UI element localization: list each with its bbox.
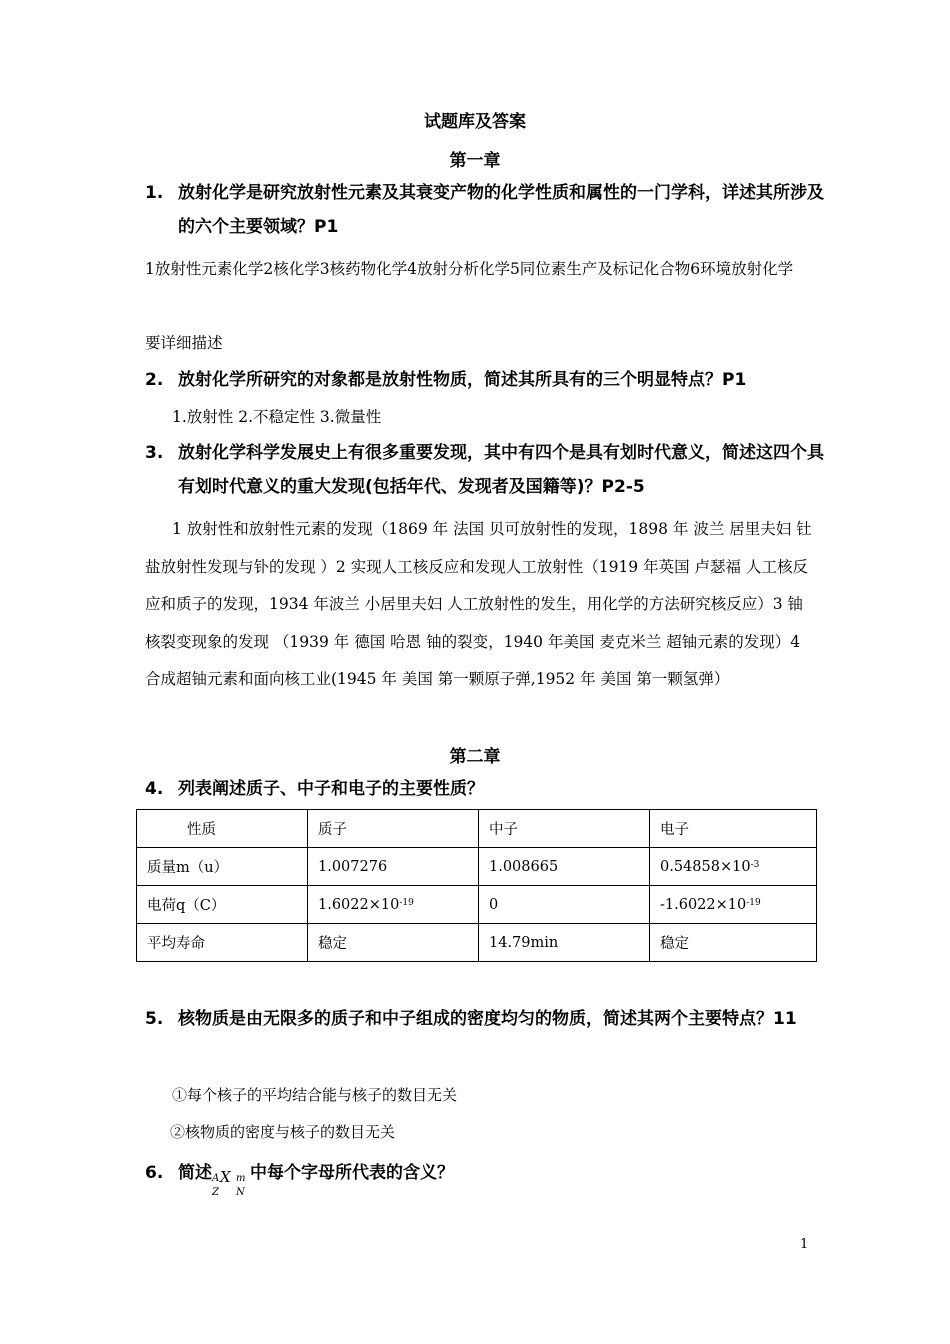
question-text: 放射化学所研究的对象都是放射性物质，简述其所具有的三个明显特点？P1 — [178, 370, 747, 390]
question-text: 放射化学是研究放射性元素及其衰变产物的化学性质和属性的一门学科，详述其所涉及的六个主要领域？P1 — [178, 183, 824, 237]
question-2 — [145, 363, 825, 397]
question-5 — [145, 1002, 825, 1036]
table-cell — [650, 886, 817, 924]
table-header-cell: 电子 — [650, 810, 817, 848]
table-header-cell: 性质 — [137, 810, 308, 848]
table-row — [137, 924, 817, 962]
question-6 — [145, 1156, 825, 1198]
table-row — [137, 848, 817, 886]
question-text: 放射化学科学发展史上有很多重要发现，其中有四个是具有划时代意义，简述这四个具有划时代意义的重大发现(包括年代、发现者及国籍等)？P2-5 — [178, 443, 824, 497]
table-cell: 14.79min — [479, 924, 650, 962]
value-base: -1.6022×10 — [660, 896, 747, 913]
atomic-number-symbol: Z — [212, 1187, 219, 1198]
table-cell: 0 — [479, 886, 650, 924]
question-1 — [145, 176, 825, 244]
question-text: 列表阐述质子、中子和电子的主要性质？ — [178, 779, 484, 799]
answer-1-note: 要详细描述 — [145, 334, 223, 352]
question-4 — [145, 772, 825, 806]
question-prefix: 简述 — [178, 1163, 212, 1183]
chapter-heading-1: 第一章 — [449, 151, 501, 171]
question-text — [178, 1156, 825, 1198]
table-cell — [308, 886, 479, 924]
chapter-heading-2: 第二章 — [449, 747, 501, 767]
table-header-cell: 中子 — [479, 810, 650, 848]
table-cell: 稳定 — [308, 924, 479, 962]
value-exponent: -3 — [750, 859, 760, 870]
answer-2: 1.放射性 2.不稳定性 3.微量性 — [172, 408, 382, 426]
table-cell: 1.008665 — [479, 848, 650, 886]
question-number: 2. — [145, 370, 164, 390]
particle-properties-table — [136, 809, 817, 962]
answer-5-point-1: ①每个核子的平均结合能与核子的数目无关 — [172, 1086, 458, 1104]
question-number: 6. — [145, 1163, 164, 1183]
table-cell: 电荷q（C） — [137, 886, 308, 924]
answer-1: 1放射性元素化学2核化学3核药物化学4放射分析化学5同位素生产及标记化合物6环境放射化学 — [145, 260, 794, 278]
isomer-symbol: m — [236, 1173, 246, 1184]
question-number: 4. — [145, 779, 164, 799]
question-number: 5. — [145, 1009, 164, 1029]
table-cell: 质量m（u） — [137, 848, 308, 886]
table-header-cell: 质子 — [308, 810, 479, 848]
answer-5-point-2: ②核物质的密度与核子的数目无关 — [170, 1123, 396, 1141]
question-number: 1. — [145, 183, 164, 203]
mass-number-symbol: A — [212, 1173, 220, 1184]
table-cell — [650, 848, 817, 886]
table-cell: 稳定 — [650, 924, 817, 962]
element-symbol: X — [220, 1168, 231, 1186]
value-base: 0.54858×10 — [660, 858, 751, 875]
table-header-row — [137, 810, 817, 848]
value-exponent: -19 — [399, 897, 414, 908]
neutron-number-symbol: N — [236, 1187, 245, 1198]
question-text: 核物质是由无限多的质子和中子组成的密度均匀的物质，简述其两个主要特点？11 — [178, 1009, 797, 1029]
question-3 — [145, 436, 825, 504]
question-number: 3. — [145, 443, 164, 463]
table-cell: 平均寿命 — [137, 924, 308, 962]
value-exponent: -19 — [746, 897, 761, 908]
table-cell: 1.007276 — [308, 848, 479, 886]
question-suffix: 中每个字母所代表的含义？ — [250, 1163, 454, 1183]
nuclide-notation — [212, 1160, 250, 1198]
answer-3: 1 放射性和放射性元素的发现（1869 年 法国 贝可放射性的发现，1898 年 波兰 居里夫妇 钍盐放射性发现与钋的发现 ）2 实现人工核反应和发现人工放射性（1919 年英国 卢瑟福 人工核反应和质子的发现，1934 年波兰 小居里夫妇 人工放射性的发生，用化学的方法研究核反应）3 铀核裂变现象的发现 （1939 年 德国 哈恩 铀的裂变，1940 年美国 麦克米兰 超铀元素的发现）4 合成超铀元素和面向核工业(1945 年 美国 第一颗原子弹,1952 年 美国 第一颗氢弹） — [145, 520, 812, 688]
page-number: 1 — [800, 1237, 809, 1252]
value-base: 1.6022×10 — [318, 896, 400, 913]
document-title: 试题库及答案 — [424, 112, 526, 132]
table-row — [137, 886, 817, 924]
